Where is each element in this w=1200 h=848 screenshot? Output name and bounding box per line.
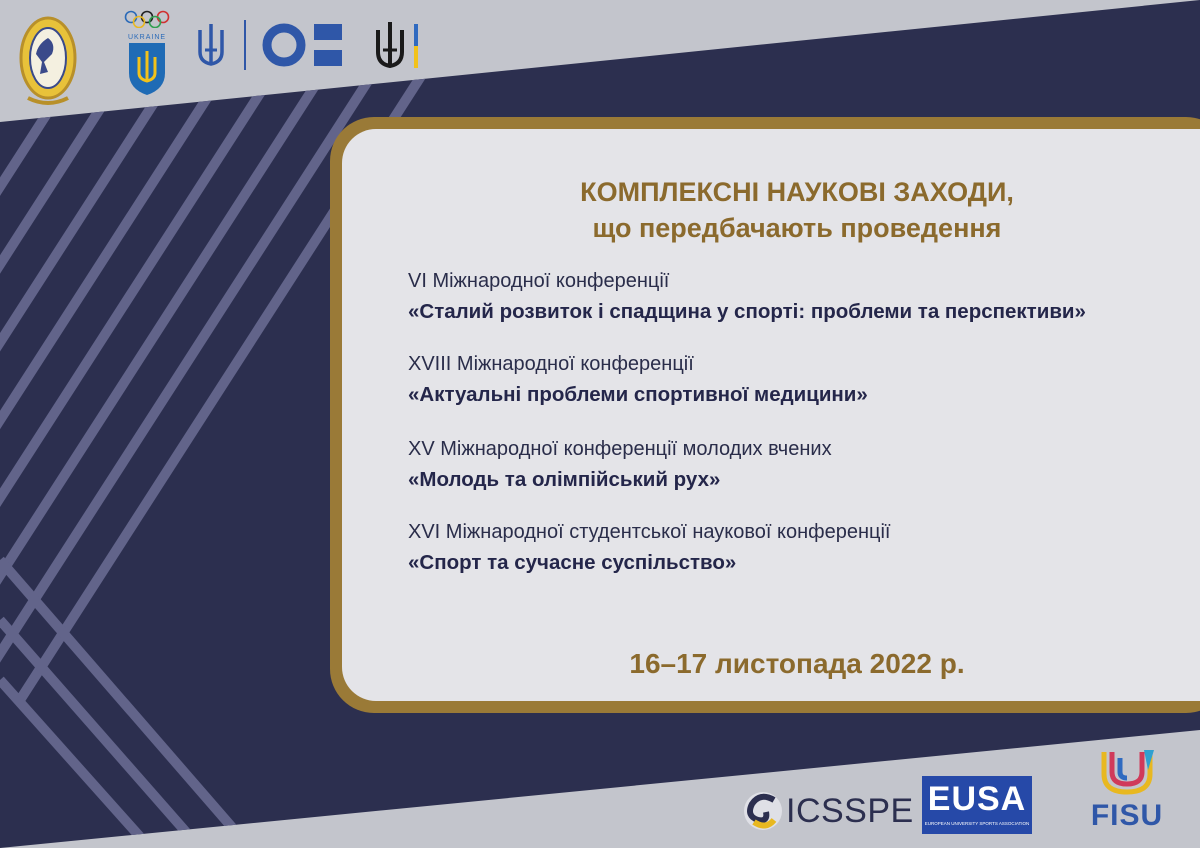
olympic-rings-icon [123, 10, 171, 28]
icsspe-label: ICSSPE [786, 791, 914, 830]
olympic-committee-logo [123, 10, 171, 102]
trident-black-icon [370, 18, 422, 74]
conference-label: XVI Міжнародної студентської наукової конференції [408, 521, 891, 543]
icsspe-swirl-icon [742, 790, 784, 832]
main-heading: КОМПЛЕКСНІ НАУКОВІ ЗАХОДИ, [580, 177, 1014, 207]
olympic-ukraine-label: UKRAINE [127, 34, 167, 41]
eusa-logo [922, 776, 1032, 834]
icsspe-logo [742, 788, 914, 834]
content-card-inner [342, 129, 1200, 701]
university-emblem-icon [18, 10, 78, 110]
eusa-subtitle: EUROPEAN UNIVERSITY SPORTS ASSOCIATION [924, 821, 1030, 826]
event-dates: 16–17 листопада 2022 р. [629, 648, 965, 679]
conference-title: «Молодь та олімпійський рух» [408, 468, 721, 491]
conference-item [408, 437, 1188, 493]
fisu-logo [1082, 748, 1172, 833]
ministry-logo-icon [262, 20, 346, 70]
fisu-label: FISU [1090, 799, 1164, 832]
conference-title: «Актуальні проблеми спортивної медицини» [408, 383, 868, 406]
conference-title: «Сталий розвиток і спадщина у спорті: проблеми та перспективи» [408, 300, 1086, 323]
logo-divider [244, 20, 246, 70]
content-card [330, 117, 1200, 713]
sub-heading: що передбачають проведення [592, 213, 1002, 243]
ukraine-shield-icon [123, 41, 171, 97]
conference-item [408, 520, 1188, 576]
conference-label: XVIII Міжнародної конференції [408, 353, 694, 375]
conference-label: XV Міжнародної конференції молодих вчених [408, 438, 832, 460]
trident-blue-icon [192, 20, 230, 72]
conference-label: VI Міжнародної конференції [408, 270, 670, 292]
fisu-u-icon [1082, 748, 1172, 798]
conference-item [408, 352, 1188, 408]
conference-title: «Спорт та сучасне суспільство» [408, 551, 737, 574]
conference-item [408, 269, 1188, 325]
eusa-label: EUSA [927, 780, 1027, 818]
